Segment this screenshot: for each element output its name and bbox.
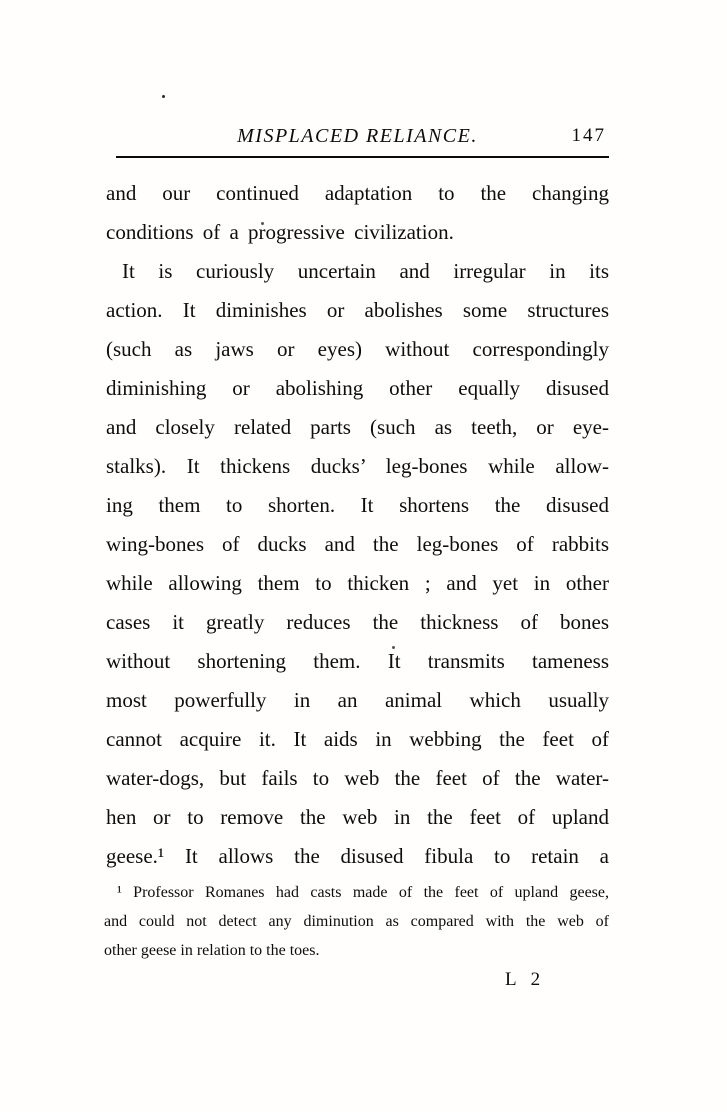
footnote (104, 878, 609, 965)
footnote-line: ¹ Professor Romanes had casts made of the feet of upland geese, (117, 884, 609, 901)
body-text-line: action. It diminishes or abolishes some structures (106, 298, 609, 322)
body-text-line: water-dogs, but fails to web the feet of the water- (106, 766, 609, 790)
body-text-line: hen or to remove the web in the feet of upland (106, 805, 609, 829)
body-text-line: diminishing or abolishing other equally disused (106, 376, 609, 400)
signature-mark: L 2 (505, 969, 546, 990)
page-header (106, 123, 609, 149)
body-text-line: ing them to shorten. It shortens the disused (106, 493, 609, 517)
body-text-line: (such as jaws or eyes) without correspondingly (106, 337, 609, 361)
body-text-line: while allowing them to thicken ; and yet in other (106, 571, 609, 595)
running-title: MISPLACED RELIANCE. (237, 125, 478, 147)
body-text-line: cannot acquire it. It aids in webbing the feet of (106, 727, 609, 751)
body-text-line: conditions of a progressive civilization. (106, 220, 454, 244)
body-text-line: It is curiously uncertain and irregular in its (122, 259, 609, 283)
body-text-line: and our continued adaptation to the changing (106, 181, 609, 205)
scan-artifact-dot (162, 95, 165, 98)
body-text-line: most powerfully in an animal which usually (106, 688, 609, 712)
body-text-line: without shortening them. It transmits tameness (106, 649, 609, 673)
footnote-line: and could not detect any diminution as compared with the web of (104, 913, 609, 930)
header-rule (116, 156, 609, 158)
body-text-line: stalks). It thickens ducks’ leg-bones while allow- (106, 454, 609, 478)
body-text (106, 174, 609, 876)
body-text-line: wing-bones of ducks and the leg-bones of rabbits (106, 532, 609, 556)
footnote-line: other geese in relation to the toes. (104, 942, 320, 959)
body-text-line: cases it greatly reduces the thickness of bones (106, 610, 609, 634)
page-number: 147 (571, 125, 606, 146)
body-text-line: and closely related parts (such as teeth, or eye- (106, 415, 609, 439)
body-text-line: geese.¹ It allows the disused fibula to retain a (106, 844, 609, 868)
